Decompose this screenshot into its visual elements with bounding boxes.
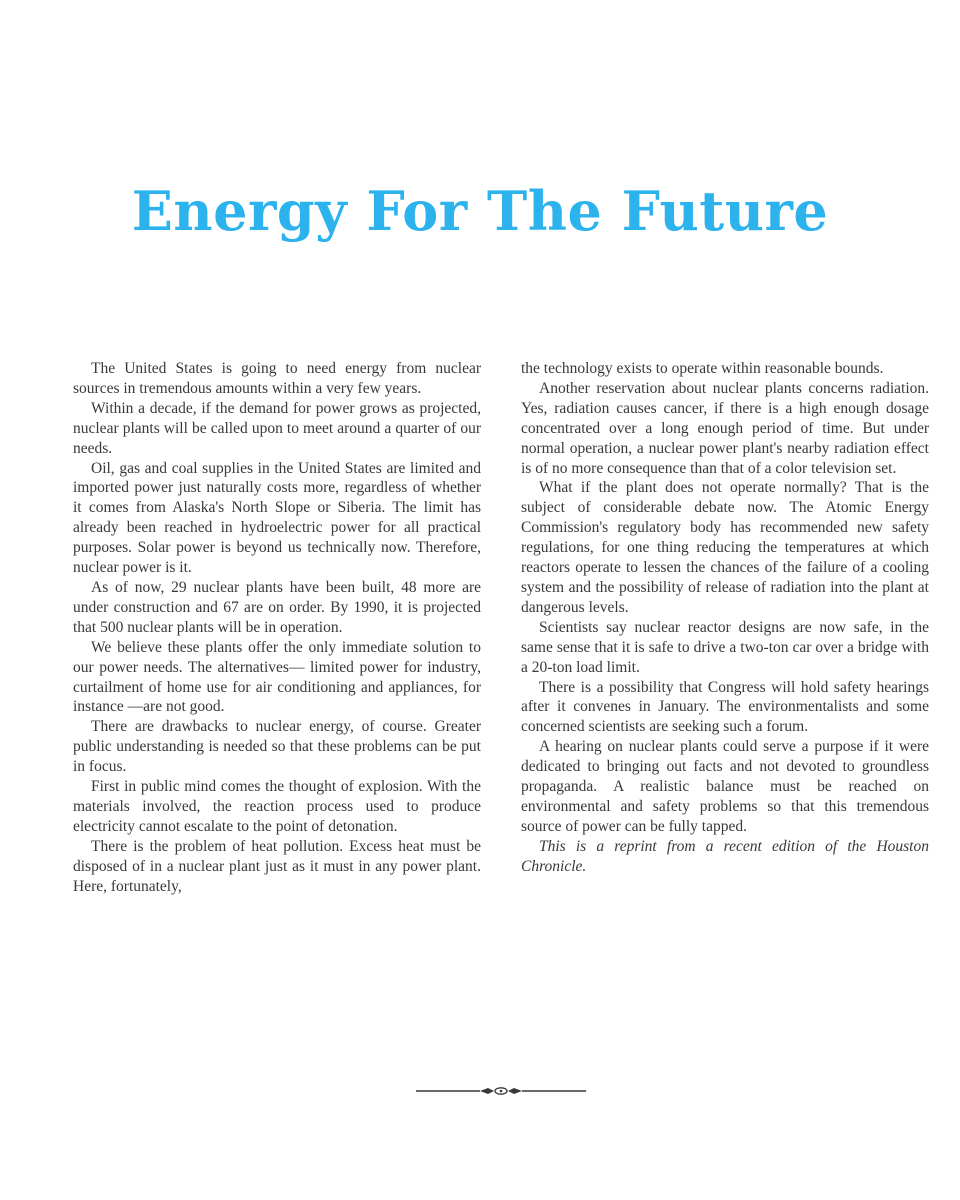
paragraph: There is the problem of heat pollution. Excess heat must be disposed of in a nuclear plant just as it must in any power plant. Here, fortunately, xyxy=(73,837,481,895)
paragraph: We believe these plants offer the only immediate solution to our power needs. The alternatives— limited power for industry, curtailment of home use for air conditioning and appliances, for instance —are not good. xyxy=(73,638,481,716)
paragraph: As of now, 29 nuclear plants have been built, 48 more are under construction and 67 are on order. By 1990, it is projected that 500 nuclear plants will be in operation. xyxy=(73,578,481,636)
paragraph: What if the plant does not operate normally? That is the subject of considerable debate now. The Atomic Energy Commission's regulatory body has recommended new safety regulations, for one thing reducing the temperatures at which reactors operate to lessen the chances of the failure of a cooling system and the possibility of release of radiation into the plant at dangerous levels. xyxy=(521,479,929,616)
paragraph: A hearing on nuclear plants could serve a purpose if it were dedicated to bringing out facts and not devoted to groundless propaganda. A realistic balance must be reached on environmental and safety problems so that this tremendous source of power can be fully tapped. xyxy=(521,738,929,835)
article-right-column xyxy=(521,359,929,877)
paragraph: The United States is going to need energy from nuclear sources in tremendous amounts within a very few years. xyxy=(73,360,481,397)
paragraph: Another reservation about nuclear plants concerns radiation. Yes, radiation causes cancer, if there is a high enough dosage concentrated over a long enough period of time. But under normal operation, a nuclear power plant's nearby radiation effect is of no more consequence than that of a color television set. xyxy=(521,379,929,477)
paragraph: There are drawbacks to nuclear energy, of course. Greater public understanding is needed so that these problems can be put in focus. xyxy=(73,718,481,776)
page-title: Energy For The Future xyxy=(131,179,829,243)
paragraph: Within a decade, if the demand for power grows as projected, nuclear plants will be called upon to meet around a quarter of our needs. xyxy=(73,399,481,457)
divider-ornament-icon xyxy=(416,1083,586,1099)
paragraph-continuation: the technology exists to operate within reasonable bounds. xyxy=(521,360,884,377)
reprint-credit: This is a reprint from a recent edition of the Houston Chronicle. xyxy=(521,837,929,875)
paragraph: There is a possibility that Congress will hold safety hearings after it convenes in January. The environmentalists and some concerned scientists are seeking such a forum. xyxy=(521,678,929,736)
article-left-column xyxy=(73,359,481,896)
paragraph: Scientists say nuclear reactor designs are now safe, in the same sense that it is safe to drive a two-ton car over a bridge with a 20-ton load limit. xyxy=(521,618,929,676)
paragraph: Oil, gas and coal supplies in the United States are limited and imported power just naturally costs more, regardless of whether it comes from Alaska's North Slope or Siberia. The limit has already been reached in hydroelectric power for all practical purposes. Solar power is beyond us technically now. Therefore, nuclear power is it. xyxy=(73,459,481,577)
paragraph: First in public mind comes the thought of explosion. With the materials involved, the reaction process used to produce electricity cannot escalate to the point of detonation. xyxy=(73,778,481,835)
